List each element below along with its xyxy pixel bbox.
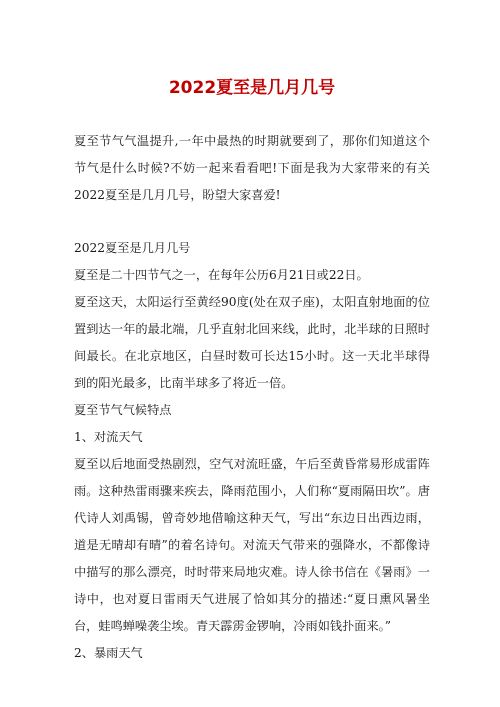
- subheading-convection: 1、对流天气: [74, 430, 143, 444]
- document-title: 2022夏至是几月几号: [168, 78, 336, 98]
- date-paragraph: 夏至是二十四节气之一，在每年公历6月21日或22日。: [74, 268, 369, 282]
- paragraph-spacer: [74, 209, 430, 235]
- section-heading-date: 2022夏至是几月几号: [74, 241, 191, 255]
- sun-position-paragraph: 夏至这天，太阳运行至黄经90度(处在双子座)，太阳直射地面的位置到达一年的最北端，几乎直射北回来线，此时，北半球的日照时间最长。在北京地区，白昼时数可长达15小时。这一天北半球得到的阳光最多，比南半球多了将近一倍。: [74, 295, 430, 390]
- subheading-rainstorm: 2、暴雨天气: [74, 646, 143, 660]
- intro-paragraph: 夏至节气气温提升,一年中最热的时期就要到了，那你们知道这个节气是什么时候?不妨一起来看看吧!下面是我为大家带来的有关2022夏至是几月几号，盼望大家喜爱!: [74, 134, 430, 202]
- convection-paragraph: 夏至以后地面受热剧烈，空气对流旺盛，午后至黄昏常易形成雷阵雨。这种热雷雨骤来疾去，降雨范围小，人们称“夏雨隔田坎”。唐代诗人刘禹锡，曾奇妙地借喻这种天气，写出“东边日出西边雨，道是无晴却有晴”的着名诗句。对流天气带来的强降水，不都像诗中描写的那么漂亮，时时带来局地灾难。诗人徐书信在《暑雨》一诗中，也对夏日雷雨天气进展了恰如其分的描述:“夏日熏风暑坐台，蛙鸣蝉噪袭尘埃。青天霹雳金锣响，冷雨如钱扑面来。”: [74, 457, 430, 633]
- section-heading-climate: 夏至节气气候特点: [74, 403, 172, 417]
